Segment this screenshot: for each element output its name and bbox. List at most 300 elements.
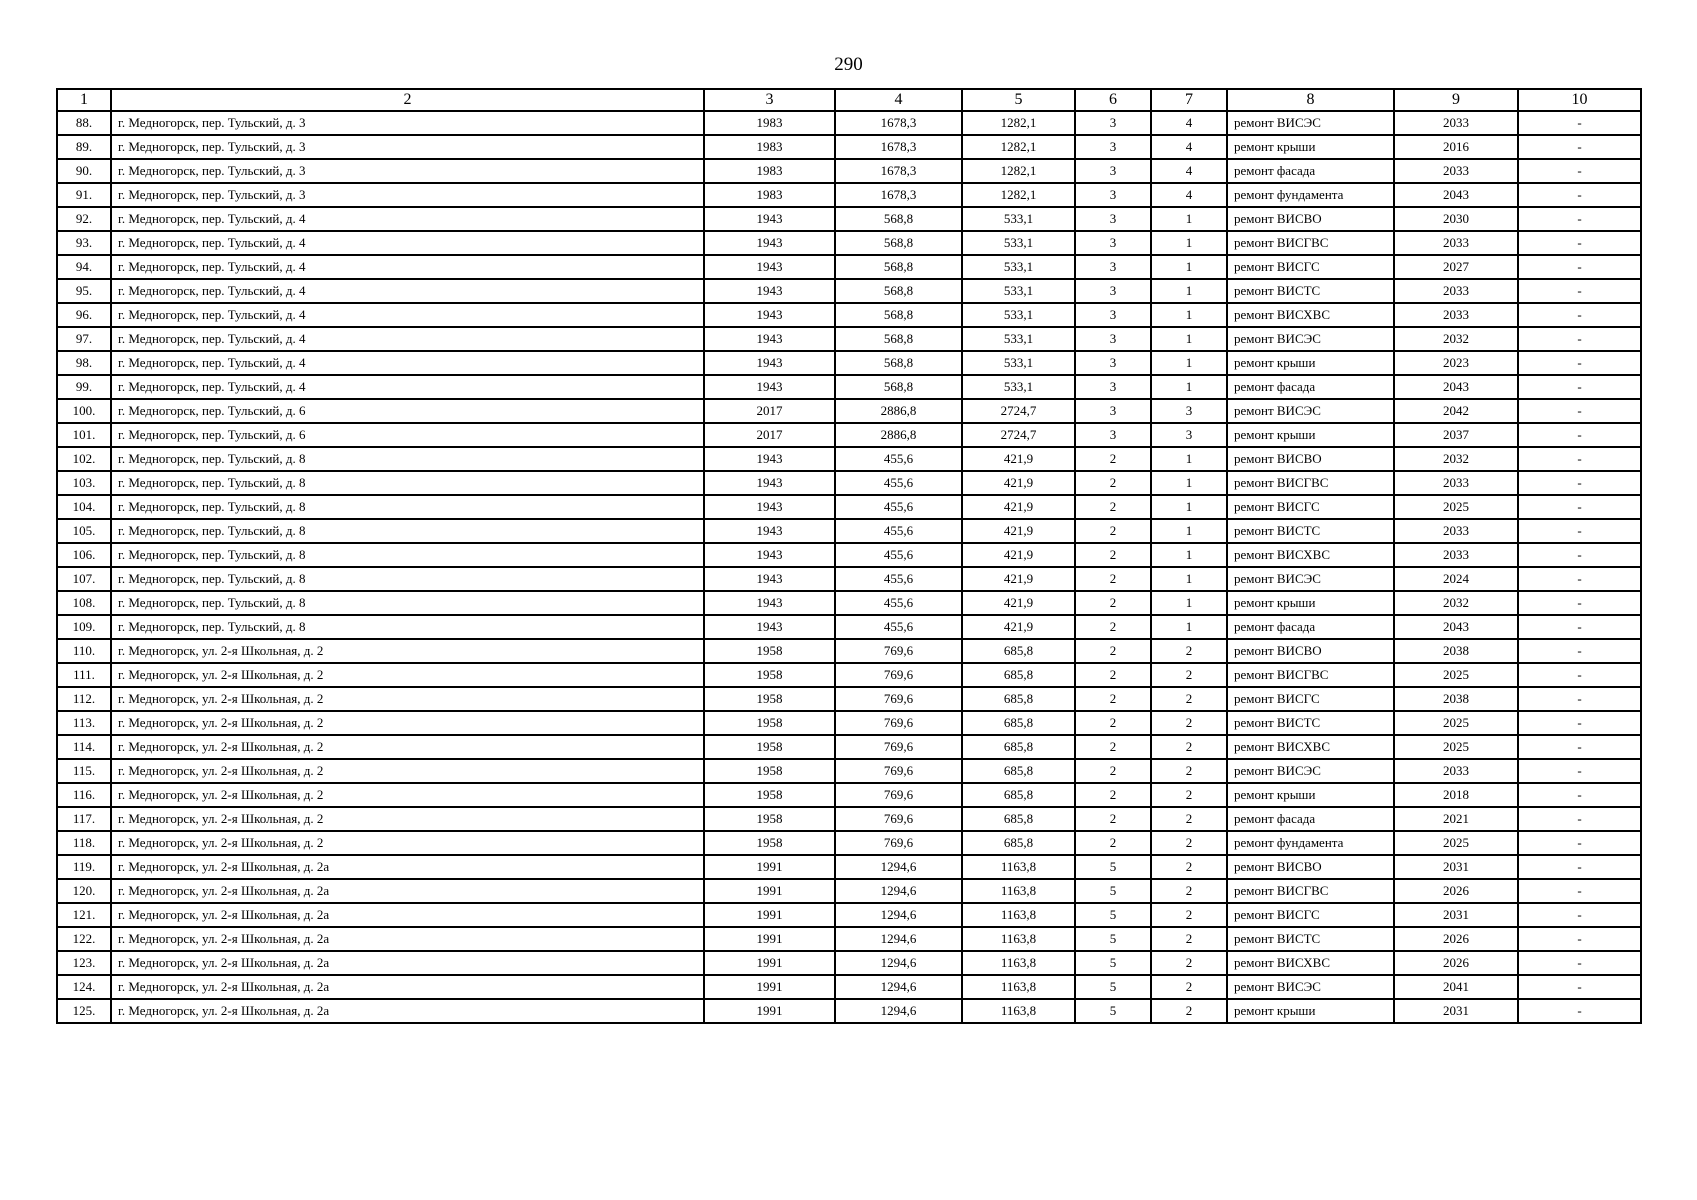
- cell-row-number: 120.: [57, 879, 111, 903]
- capital-repair-table: [56, 88, 1642, 1024]
- cell-planned-year: 2025: [1394, 735, 1518, 759]
- cell-note: -: [1518, 351, 1641, 375]
- table-row: [57, 231, 1641, 255]
- cell-address: г. Медногорск, пер. Тульский, д. 8: [111, 519, 704, 543]
- cell-year-built: 1958: [704, 735, 835, 759]
- cell-total-area: 769,6: [835, 639, 962, 663]
- cell-floors: 2: [1075, 591, 1151, 615]
- cell-year-built: 1958: [704, 783, 835, 807]
- cell-floors: 3: [1075, 231, 1151, 255]
- table-row: [57, 567, 1641, 591]
- cell-work-type: ремонт ВИСЭС: [1227, 327, 1394, 351]
- cell-address: г. Медногорск, пер. Тульский, д. 8: [111, 495, 704, 519]
- cell-living-area: 533,1: [962, 231, 1075, 255]
- cell-floors: 3: [1075, 375, 1151, 399]
- cell-address: г. Медногорск, пер. Тульский, д. 4: [111, 255, 704, 279]
- cell-floors: 3: [1075, 255, 1151, 279]
- cell-work-type: ремонт ВИСВО: [1227, 447, 1394, 471]
- cell-row-number: 113.: [57, 711, 111, 735]
- cell-year-built: 2017: [704, 399, 835, 423]
- column-header-entrances: 7: [1151, 89, 1227, 111]
- cell-work-type: ремонт ВИСГВС: [1227, 471, 1394, 495]
- cell-planned-year: 2033: [1394, 471, 1518, 495]
- cell-work-type: ремонт ВИСТС: [1227, 927, 1394, 951]
- cell-work-type: ремонт ВИСТС: [1227, 711, 1394, 735]
- cell-work-type: ремонт ВИСХВС: [1227, 543, 1394, 567]
- cell-note: -: [1518, 735, 1641, 759]
- cell-row-number: 118.: [57, 831, 111, 855]
- cell-work-type: ремонт ВИСЭС: [1227, 975, 1394, 999]
- cell-living-area: 533,1: [962, 375, 1075, 399]
- cell-planned-year: 2033: [1394, 231, 1518, 255]
- cell-living-area: 421,9: [962, 591, 1075, 615]
- cell-floors: 5: [1075, 951, 1151, 975]
- cell-year-built: 1983: [704, 111, 835, 135]
- cell-year-built: 1943: [704, 591, 835, 615]
- cell-planned-year: 2033: [1394, 519, 1518, 543]
- cell-planned-year: 2033: [1394, 303, 1518, 327]
- cell-living-area: 685,8: [962, 783, 1075, 807]
- cell-planned-year: 2025: [1394, 495, 1518, 519]
- table-row: [57, 831, 1641, 855]
- cell-entrances: 2: [1151, 951, 1227, 975]
- cell-planned-year: 2042: [1394, 399, 1518, 423]
- cell-work-type: ремонт ВИСТС: [1227, 279, 1394, 303]
- cell-year-built: 1991: [704, 999, 835, 1023]
- cell-work-type: ремонт ВИСХВС: [1227, 735, 1394, 759]
- cell-floors: 3: [1075, 279, 1151, 303]
- cell-living-area: 421,9: [962, 471, 1075, 495]
- cell-row-number: 122.: [57, 927, 111, 951]
- cell-note: -: [1518, 663, 1641, 687]
- cell-entrances: 2: [1151, 639, 1227, 663]
- cell-entrances: 3: [1151, 399, 1227, 423]
- cell-note: -: [1518, 903, 1641, 927]
- column-header-living-area: 5: [962, 89, 1075, 111]
- cell-year-built: 1943: [704, 303, 835, 327]
- table-row: [57, 975, 1641, 999]
- cell-total-area: 1294,6: [835, 975, 962, 999]
- cell-address: г. Медногорск, ул. 2-я Школьная, д. 2а: [111, 927, 704, 951]
- cell-year-built: 1983: [704, 159, 835, 183]
- cell-note: -: [1518, 783, 1641, 807]
- cell-entrances: 2: [1151, 975, 1227, 999]
- cell-total-area: 1678,3: [835, 111, 962, 135]
- table-header: [57, 89, 1641, 111]
- cell-year-built: 1958: [704, 759, 835, 783]
- cell-floors: 5: [1075, 975, 1151, 999]
- cell-floors: 3: [1075, 399, 1151, 423]
- cell-address: г. Медногорск, пер. Тульский, д. 8: [111, 543, 704, 567]
- cell-planned-year: 2025: [1394, 663, 1518, 687]
- cell-living-area: 421,9: [962, 567, 1075, 591]
- cell-address: г. Медногорск, пер. Тульский, д. 4: [111, 279, 704, 303]
- cell-row-number: 105.: [57, 519, 111, 543]
- cell-work-type: ремонт ВИСГВС: [1227, 231, 1394, 255]
- cell-year-built: 1943: [704, 543, 835, 567]
- cell-note: -: [1518, 831, 1641, 855]
- cell-planned-year: 2016: [1394, 135, 1518, 159]
- cell-row-number: 114.: [57, 735, 111, 759]
- cell-year-built: 1943: [704, 231, 835, 255]
- cell-row-number: 94.: [57, 255, 111, 279]
- cell-address: г. Медногорск, пер. Тульский, д. 8: [111, 471, 704, 495]
- cell-note: -: [1518, 375, 1641, 399]
- cell-year-built: 1991: [704, 903, 835, 927]
- cell-entrances: 1: [1151, 519, 1227, 543]
- cell-row-number: 110.: [57, 639, 111, 663]
- cell-row-number: 101.: [57, 423, 111, 447]
- table-row: [57, 471, 1641, 495]
- cell-row-number: 102.: [57, 447, 111, 471]
- cell-address: г. Медногорск, ул. 2-я Школьная, д. 2: [111, 807, 704, 831]
- cell-note: -: [1518, 951, 1641, 975]
- cell-total-area: 1294,6: [835, 855, 962, 879]
- cell-address: г. Медногорск, пер. Тульский, д. 4: [111, 375, 704, 399]
- cell-entrances: 2: [1151, 759, 1227, 783]
- cell-entrances: 1: [1151, 255, 1227, 279]
- cell-row-number: 100.: [57, 399, 111, 423]
- cell-address: г. Медногорск, ул. 2-я Школьная, д. 2: [111, 663, 704, 687]
- cell-work-type: ремонт крыши: [1227, 135, 1394, 159]
- cell-note: -: [1518, 159, 1641, 183]
- cell-floors: 2: [1075, 615, 1151, 639]
- table-row: [57, 855, 1641, 879]
- cell-planned-year: 2041: [1394, 975, 1518, 999]
- cell-floors: 5: [1075, 999, 1151, 1023]
- cell-planned-year: 2025: [1394, 711, 1518, 735]
- table-row: [57, 591, 1641, 615]
- cell-planned-year: 2031: [1394, 999, 1518, 1023]
- cell-entrances: 2: [1151, 687, 1227, 711]
- cell-total-area: 455,6: [835, 567, 962, 591]
- table-row: [57, 903, 1641, 927]
- cell-total-area: 568,8: [835, 207, 962, 231]
- cell-living-area: 533,1: [962, 207, 1075, 231]
- cell-entrances: 1: [1151, 303, 1227, 327]
- cell-planned-year: 2026: [1394, 927, 1518, 951]
- cell-note: -: [1518, 447, 1641, 471]
- cell-row-number: 99.: [57, 375, 111, 399]
- cell-living-area: 533,1: [962, 327, 1075, 351]
- cell-floors: 2: [1075, 639, 1151, 663]
- table-row: [57, 423, 1641, 447]
- cell-entrances: 4: [1151, 183, 1227, 207]
- cell-address: г. Медногорск, ул. 2-я Школьная, д. 2а: [111, 975, 704, 999]
- cell-note: -: [1518, 711, 1641, 735]
- cell-living-area: 685,8: [962, 735, 1075, 759]
- cell-entrances: 1: [1151, 591, 1227, 615]
- cell-note: -: [1518, 303, 1641, 327]
- cell-year-built: 1943: [704, 519, 835, 543]
- cell-planned-year: 2032: [1394, 327, 1518, 351]
- cell-floors: 2: [1075, 831, 1151, 855]
- cell-address: г. Медногорск, ул. 2-я Школьная, д. 2а: [111, 951, 704, 975]
- cell-floors: 5: [1075, 855, 1151, 879]
- cell-address: г. Медногорск, пер. Тульский, д. 4: [111, 303, 704, 327]
- cell-total-area: 1294,6: [835, 951, 962, 975]
- cell-entrances: 4: [1151, 159, 1227, 183]
- cell-year-built: 1943: [704, 567, 835, 591]
- cell-entrances: 2: [1151, 783, 1227, 807]
- cell-note: -: [1518, 495, 1641, 519]
- cell-entrances: 2: [1151, 711, 1227, 735]
- cell-address: г. Медногорск, ул. 2-я Школьная, д. 2: [111, 759, 704, 783]
- cell-note: -: [1518, 759, 1641, 783]
- cell-row-number: 92.: [57, 207, 111, 231]
- table-row: [57, 159, 1641, 183]
- cell-year-built: 1991: [704, 879, 835, 903]
- cell-floors: 2: [1075, 759, 1151, 783]
- cell-work-type: ремонт крыши: [1227, 591, 1394, 615]
- cell-total-area: 769,6: [835, 711, 962, 735]
- cell-row-number: 103.: [57, 471, 111, 495]
- column-header-work-type: 8: [1227, 89, 1394, 111]
- cell-address: г. Медногорск, ул. 2-я Школьная, д. 2: [111, 687, 704, 711]
- cell-living-area: 421,9: [962, 615, 1075, 639]
- cell-living-area: 1282,1: [962, 135, 1075, 159]
- cell-row-number: 108.: [57, 591, 111, 615]
- cell-floors: 3: [1075, 207, 1151, 231]
- cell-address: г. Медногорск, пер. Тульский, д. 4: [111, 351, 704, 375]
- cell-total-area: 568,8: [835, 375, 962, 399]
- cell-row-number: 98.: [57, 351, 111, 375]
- cell-row-number: 124.: [57, 975, 111, 999]
- cell-planned-year: 2033: [1394, 279, 1518, 303]
- cell-address: г. Медногорск, ул. 2-я Школьная, д. 2а: [111, 999, 704, 1023]
- cell-address: г. Медногорск, ул. 2-я Школьная, д. 2: [111, 735, 704, 759]
- cell-entrances: 2: [1151, 903, 1227, 927]
- cell-address: г. Медногорск, пер. Тульский, д. 6: [111, 399, 704, 423]
- cell-work-type: ремонт фундамента: [1227, 183, 1394, 207]
- cell-floors: 5: [1075, 927, 1151, 951]
- table-row: [57, 207, 1641, 231]
- cell-row-number: 89.: [57, 135, 111, 159]
- cell-planned-year: 2032: [1394, 591, 1518, 615]
- cell-row-number: 123.: [57, 951, 111, 975]
- cell-row-number: 116.: [57, 783, 111, 807]
- cell-row-number: 111.: [57, 663, 111, 687]
- cell-row-number: 119.: [57, 855, 111, 879]
- cell-total-area: 455,6: [835, 615, 962, 639]
- cell-note: -: [1518, 183, 1641, 207]
- cell-total-area: 769,6: [835, 807, 962, 831]
- page-number: 290: [834, 54, 863, 75]
- cell-total-area: 1678,3: [835, 159, 962, 183]
- cell-row-number: 106.: [57, 543, 111, 567]
- cell-work-type: ремонт фундамента: [1227, 831, 1394, 855]
- cell-note: -: [1518, 615, 1641, 639]
- cell-row-number: 91.: [57, 183, 111, 207]
- cell-living-area: 1163,8: [962, 855, 1075, 879]
- table-body: [57, 111, 1641, 1023]
- cell-total-area: 455,6: [835, 495, 962, 519]
- table-row: [57, 399, 1641, 423]
- cell-entrances: 3: [1151, 423, 1227, 447]
- cell-living-area: 1282,1: [962, 111, 1075, 135]
- cell-total-area: 769,6: [835, 687, 962, 711]
- cell-work-type: ремонт ВИСВО: [1227, 207, 1394, 231]
- cell-floors: 2: [1075, 711, 1151, 735]
- cell-year-built: 1943: [704, 495, 835, 519]
- cell-year-built: 1958: [704, 807, 835, 831]
- cell-address: г. Медногорск, пер. Тульский, д. 8: [111, 447, 704, 471]
- cell-address: г. Медногорск, пер. Тульский, д. 6: [111, 423, 704, 447]
- cell-entrances: 4: [1151, 111, 1227, 135]
- cell-planned-year: 2031: [1394, 855, 1518, 879]
- cell-note: -: [1518, 207, 1641, 231]
- cell-entrances: 1: [1151, 327, 1227, 351]
- cell-note: -: [1518, 975, 1641, 999]
- cell-floors: 2: [1075, 567, 1151, 591]
- cell-living-area: 1163,8: [962, 999, 1075, 1023]
- cell-address: г. Медногорск, пер. Тульский, д. 8: [111, 567, 704, 591]
- cell-entrances: 1: [1151, 351, 1227, 375]
- cell-floors: 2: [1075, 735, 1151, 759]
- cell-planned-year: 2038: [1394, 687, 1518, 711]
- cell-living-area: 2724,7: [962, 423, 1075, 447]
- table-row: [57, 519, 1641, 543]
- cell-work-type: ремонт ВИСЭС: [1227, 759, 1394, 783]
- cell-entrances: 1: [1151, 615, 1227, 639]
- cell-row-number: 107.: [57, 567, 111, 591]
- cell-work-type: ремонт крыши: [1227, 783, 1394, 807]
- cell-planned-year: 2033: [1394, 543, 1518, 567]
- cell-entrances: 4: [1151, 135, 1227, 159]
- cell-note: -: [1518, 135, 1641, 159]
- cell-living-area: 1163,8: [962, 879, 1075, 903]
- cell-floors: 2: [1075, 519, 1151, 543]
- cell-work-type: ремонт ВИСЭС: [1227, 399, 1394, 423]
- cell-address: г. Медногорск, ул. 2-я Школьная, д. 2а: [111, 879, 704, 903]
- cell-address: г. Медногорск, ул. 2-я Школьная, д. 2а: [111, 855, 704, 879]
- column-header-planned-year: 9: [1394, 89, 1518, 111]
- cell-planned-year: 2038: [1394, 639, 1518, 663]
- table-row: [57, 447, 1641, 471]
- cell-note: -: [1518, 327, 1641, 351]
- cell-address: г. Медногорск, пер. Тульский, д. 8: [111, 615, 704, 639]
- cell-total-area: 1678,3: [835, 135, 962, 159]
- cell-total-area: 568,8: [835, 327, 962, 351]
- cell-work-type: ремонт ВИСВО: [1227, 639, 1394, 663]
- cell-planned-year: 2033: [1394, 159, 1518, 183]
- table-row: [57, 687, 1641, 711]
- cell-row-number: 88.: [57, 111, 111, 135]
- cell-planned-year: 2043: [1394, 183, 1518, 207]
- cell-living-area: 685,8: [962, 687, 1075, 711]
- cell-living-area: 533,1: [962, 255, 1075, 279]
- cell-entrances: 1: [1151, 471, 1227, 495]
- cell-row-number: 95.: [57, 279, 111, 303]
- cell-living-area: 533,1: [962, 303, 1075, 327]
- table-row: [57, 807, 1641, 831]
- cell-work-type: ремонт фасада: [1227, 615, 1394, 639]
- cell-entrances: 2: [1151, 879, 1227, 903]
- table-row: [57, 999, 1641, 1023]
- cell-entrances: 1: [1151, 495, 1227, 519]
- cell-floors: 2: [1075, 687, 1151, 711]
- cell-living-area: 685,8: [962, 831, 1075, 855]
- cell-entrances: 2: [1151, 663, 1227, 687]
- cell-note: -: [1518, 519, 1641, 543]
- cell-living-area: 533,1: [962, 279, 1075, 303]
- cell-floors: 3: [1075, 135, 1151, 159]
- cell-note: -: [1518, 591, 1641, 615]
- cell-address: г. Медногорск, пер. Тульский, д. 3: [111, 183, 704, 207]
- table-row: [57, 495, 1641, 519]
- cell-living-area: 533,1: [962, 351, 1075, 375]
- cell-year-built: 1943: [704, 447, 835, 471]
- cell-year-built: 1991: [704, 927, 835, 951]
- cell-row-number: 93.: [57, 231, 111, 255]
- cell-entrances: 2: [1151, 807, 1227, 831]
- cell-floors: 2: [1075, 543, 1151, 567]
- cell-work-type: ремонт крыши: [1227, 423, 1394, 447]
- cell-year-built: 1943: [704, 471, 835, 495]
- table-row: [57, 183, 1641, 207]
- cell-row-number: 117.: [57, 807, 111, 831]
- cell-living-area: 421,9: [962, 495, 1075, 519]
- cell-address: г. Медногорск, пер. Тульский, д. 3: [111, 135, 704, 159]
- cell-note: -: [1518, 807, 1641, 831]
- cell-total-area: 769,6: [835, 663, 962, 687]
- cell-floors: 3: [1075, 423, 1151, 447]
- cell-living-area: 685,8: [962, 759, 1075, 783]
- cell-floors: 2: [1075, 807, 1151, 831]
- cell-entrances: 1: [1151, 279, 1227, 303]
- cell-floors: 3: [1075, 159, 1151, 183]
- cell-entrances: 2: [1151, 999, 1227, 1023]
- cell-year-built: 1943: [704, 255, 835, 279]
- cell-entrances: 1: [1151, 231, 1227, 255]
- cell-planned-year: 2033: [1394, 111, 1518, 135]
- cell-floors: 2: [1075, 663, 1151, 687]
- cell-work-type: ремонт ВИСЭС: [1227, 111, 1394, 135]
- cell-row-number: 121.: [57, 903, 111, 927]
- cell-address: г. Медногорск, ул. 2-я Школьная, д. 2а: [111, 903, 704, 927]
- cell-floors: 3: [1075, 303, 1151, 327]
- cell-year-built: 1943: [704, 615, 835, 639]
- cell-note: -: [1518, 999, 1641, 1023]
- cell-living-area: 1163,8: [962, 951, 1075, 975]
- cell-planned-year: 2043: [1394, 615, 1518, 639]
- cell-floors: 2: [1075, 471, 1151, 495]
- cell-living-area: 421,9: [962, 519, 1075, 543]
- cell-year-built: 1958: [704, 639, 835, 663]
- cell-living-area: 1282,1: [962, 183, 1075, 207]
- cell-total-area: 455,6: [835, 519, 962, 543]
- cell-total-area: 568,8: [835, 351, 962, 375]
- cell-year-built: 1943: [704, 207, 835, 231]
- cell-year-built: 2017: [704, 423, 835, 447]
- cell-total-area: 455,6: [835, 543, 962, 567]
- cell-total-area: 1294,6: [835, 999, 962, 1023]
- cell-year-built: 1991: [704, 975, 835, 999]
- cell-total-area: 2886,8: [835, 399, 962, 423]
- cell-entrances: 2: [1151, 927, 1227, 951]
- cell-note: -: [1518, 543, 1641, 567]
- cell-total-area: 769,6: [835, 831, 962, 855]
- cell-row-number: 109.: [57, 615, 111, 639]
- cell-note: -: [1518, 423, 1641, 447]
- cell-planned-year: 2024: [1394, 567, 1518, 591]
- table-row: [57, 615, 1641, 639]
- cell-entrances: 1: [1151, 567, 1227, 591]
- table-row: [57, 111, 1641, 135]
- cell-floors: 2: [1075, 783, 1151, 807]
- column-header-floors: 6: [1075, 89, 1151, 111]
- cell-year-built: 1991: [704, 855, 835, 879]
